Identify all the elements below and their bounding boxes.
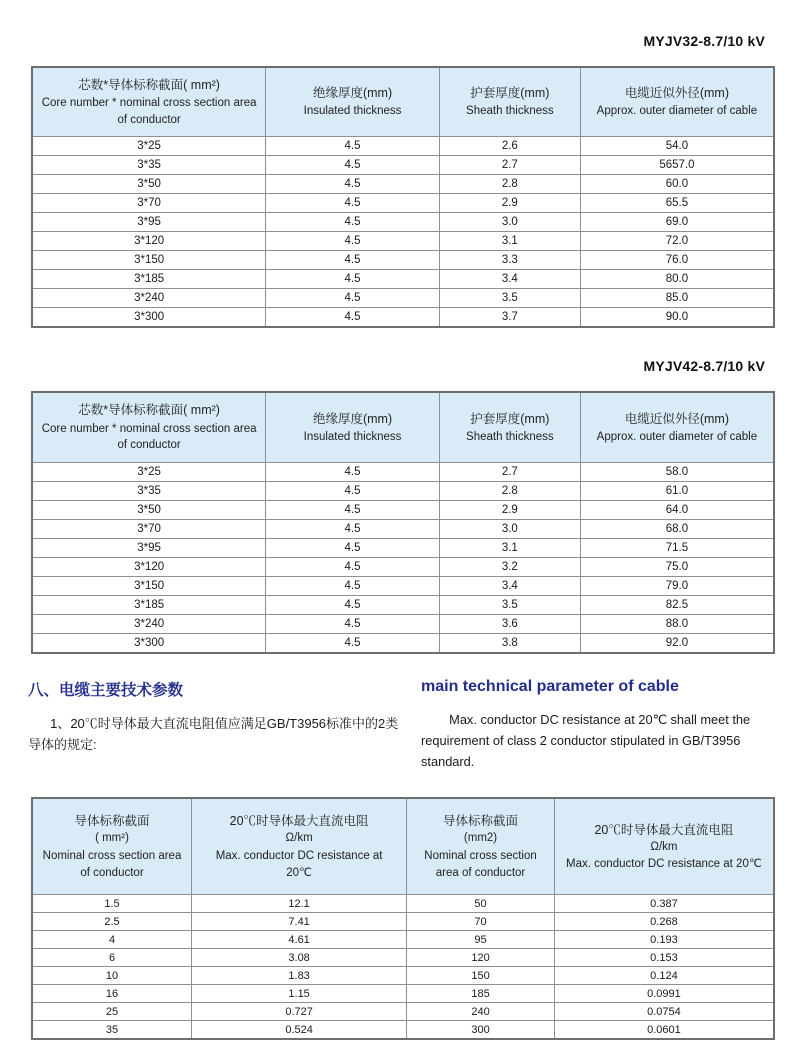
header-unit: ( mm²) bbox=[95, 832, 129, 845]
table-cell: 4.5 bbox=[266, 481, 440, 500]
table-cell: 0.193 bbox=[554, 931, 774, 949]
table-cell: 70 bbox=[407, 913, 555, 931]
header-cell-sheath-thickness bbox=[439, 392, 580, 462]
technical-parameter-section bbox=[28, 678, 770, 772]
table-row bbox=[32, 481, 774, 500]
table-cell: 185 bbox=[407, 985, 555, 1003]
table-row bbox=[32, 538, 774, 557]
table-row bbox=[32, 1003, 774, 1021]
table-cell: 3*300 bbox=[32, 633, 266, 653]
table-cell: 6 bbox=[32, 949, 192, 967]
spec-table-myjv42 bbox=[31, 391, 775, 653]
table-cell: 3*35 bbox=[32, 156, 266, 175]
table-cell: 1.5 bbox=[32, 895, 192, 913]
table-cell: 4 bbox=[32, 931, 192, 949]
table-body bbox=[32, 895, 774, 1040]
table-row bbox=[32, 633, 774, 653]
table-cell: 120 bbox=[407, 949, 555, 967]
section-heading-en: main technical parameter of cable bbox=[421, 677, 679, 695]
table-row bbox=[32, 949, 774, 967]
table-cell: 71.5 bbox=[580, 538, 774, 557]
table-cell: 3*185 bbox=[32, 595, 266, 614]
header-unit: Ω/km bbox=[285, 832, 313, 845]
table-cell: 10 bbox=[32, 967, 192, 985]
table-cell: 7.41 bbox=[192, 913, 407, 931]
table-cell: 58.0 bbox=[580, 462, 774, 481]
table-cell: 75.0 bbox=[580, 557, 774, 576]
table-cell: 3*50 bbox=[32, 500, 266, 519]
header-cell-outer-diameter bbox=[580, 392, 774, 462]
table-cell: 2.9 bbox=[439, 500, 580, 519]
table-cell: 0.0754 bbox=[554, 1003, 774, 1021]
table-header-row bbox=[32, 798, 774, 895]
table-cell: 3.0 bbox=[439, 519, 580, 538]
header-cell-dc-resistance-right bbox=[554, 798, 774, 895]
table-cell: 3.1 bbox=[439, 538, 580, 557]
table-cell: 61.0 bbox=[580, 481, 774, 500]
header-zh: 电缆近似外径(mm) bbox=[624, 86, 729, 101]
table-row bbox=[32, 251, 774, 270]
header-zh: 芯数*导体标称截面( mm²) bbox=[78, 403, 220, 418]
table-cell: 4.5 bbox=[266, 462, 440, 481]
table-row bbox=[32, 194, 774, 213]
table-cell: 0.0601 bbox=[554, 1021, 774, 1040]
header-en: Nominal cross section area of conductor bbox=[424, 850, 537, 879]
table-row bbox=[32, 137, 774, 156]
header-cell-insulated-thickness bbox=[266, 392, 440, 462]
table-header-row bbox=[32, 67, 774, 137]
section-column-chinese bbox=[28, 678, 400, 772]
header-en: Approx. outer diameter of cable bbox=[596, 105, 758, 118]
table-cell: 64.0 bbox=[580, 500, 774, 519]
table-cell: 4.5 bbox=[266, 194, 440, 213]
table-cell: 3.5 bbox=[439, 289, 580, 308]
header-zh: 绝缘厚度(mm) bbox=[312, 86, 393, 101]
header-en: Sheath thickness bbox=[466, 105, 554, 118]
table-cell: 60.0 bbox=[580, 175, 774, 194]
table-cell: 3*95 bbox=[32, 538, 266, 557]
header-cell-insulated-thickness bbox=[266, 67, 440, 137]
table-cell: 4.5 bbox=[266, 500, 440, 519]
table-cell: 3.08 bbox=[192, 949, 407, 967]
header-zh: 导体标称截面 bbox=[74, 814, 150, 829]
table-cell: 2.6 bbox=[439, 137, 580, 156]
header-cell-nominal-section-right bbox=[407, 798, 555, 895]
header-en: Nominal cross section area of conductor bbox=[42, 850, 182, 879]
table-cell: 4.5 bbox=[266, 557, 440, 576]
table-row bbox=[32, 519, 774, 538]
table-body bbox=[32, 137, 774, 328]
table-cell: 150 bbox=[407, 967, 555, 985]
table-cell: 90.0 bbox=[580, 308, 774, 328]
table-cell: 3.8 bbox=[439, 633, 580, 653]
table-cell: 2.8 bbox=[439, 481, 580, 500]
table-row bbox=[32, 270, 774, 289]
table-cell: 95 bbox=[407, 931, 555, 949]
table-cell: 3.4 bbox=[439, 576, 580, 595]
table-cell: 3.1 bbox=[439, 232, 580, 251]
header-zh: 20℃时导体最大直流电阻 bbox=[594, 822, 734, 837]
table-cell: 0.387 bbox=[554, 895, 774, 913]
table-cell: 3.0 bbox=[439, 213, 580, 232]
table-cell: 3*35 bbox=[32, 481, 266, 500]
header-cell-core-number bbox=[32, 67, 266, 137]
table-cell: 2.7 bbox=[439, 156, 580, 175]
table-cell: 4.5 bbox=[266, 595, 440, 614]
table-cell: 2.5 bbox=[32, 913, 192, 931]
table-row bbox=[32, 500, 774, 519]
table-cell: 3*95 bbox=[32, 213, 266, 232]
header-en: Max. conductor DC resistance at 20℃ bbox=[215, 850, 383, 879]
table-cell: 4.5 bbox=[266, 232, 440, 251]
table-cell: 4.5 bbox=[266, 156, 440, 175]
table-cell: 3*50 bbox=[32, 175, 266, 194]
table-cell: 3.2 bbox=[439, 557, 580, 576]
header-cell-sheath-thickness bbox=[439, 67, 580, 137]
table-cell: 16 bbox=[32, 985, 192, 1003]
table-cell: 4.61 bbox=[192, 931, 407, 949]
table-row bbox=[32, 1021, 774, 1040]
table-cell: 4.5 bbox=[266, 270, 440, 289]
table-cell: 1.83 bbox=[192, 967, 407, 985]
table-cell: 4.5 bbox=[266, 576, 440, 595]
table-cell: 240 bbox=[407, 1003, 555, 1021]
table-row bbox=[32, 595, 774, 614]
header-cell-dc-resistance-left bbox=[192, 798, 407, 895]
table-cell: 3*240 bbox=[32, 289, 266, 308]
table-cell: 4.5 bbox=[266, 175, 440, 194]
table-cell: 0.153 bbox=[554, 949, 774, 967]
table-cell: 3*300 bbox=[32, 308, 266, 328]
table-cell: 4.5 bbox=[266, 137, 440, 156]
table-row bbox=[32, 213, 774, 232]
dc-resistance-table bbox=[31, 797, 775, 1040]
section-paragraph-en: Max. conductor DC resistance at 20℃ shall meet the requirement of class 2 conductor stipulated in GB/T3956 standard. bbox=[421, 711, 751, 770]
table-cell: 4.5 bbox=[266, 519, 440, 538]
table-cell: 79.0 bbox=[580, 576, 774, 595]
table-row bbox=[32, 156, 774, 175]
table-row bbox=[32, 175, 774, 194]
table-row bbox=[32, 931, 774, 949]
table-cell: 0.727 bbox=[192, 1003, 407, 1021]
table-cell: 54.0 bbox=[580, 137, 774, 156]
header-zh: 导体标称截面 bbox=[443, 814, 519, 829]
table-cell: 3.3 bbox=[439, 251, 580, 270]
header-unit: (mm2) bbox=[463, 832, 498, 845]
table-cell: 92.0 bbox=[580, 633, 774, 653]
table-row bbox=[32, 232, 774, 251]
table-cell: 0.124 bbox=[554, 967, 774, 985]
table-cell: 3*25 bbox=[32, 462, 266, 481]
table1-model-title: MYJV32-8.7/10 kV bbox=[643, 33, 765, 49]
table-row bbox=[32, 985, 774, 1003]
table-row bbox=[32, 557, 774, 576]
table-cell: 4.5 bbox=[266, 633, 440, 653]
table-row bbox=[32, 913, 774, 931]
table-row bbox=[32, 895, 774, 913]
table-header-row bbox=[32, 392, 774, 462]
table-cell: 80.0 bbox=[580, 270, 774, 289]
header-cell-outer-diameter bbox=[580, 67, 774, 137]
table-cell: 3.4 bbox=[439, 270, 580, 289]
table-cell: 300 bbox=[407, 1021, 555, 1040]
header-zh: 护套厚度(mm) bbox=[470, 86, 550, 101]
table-cell: 76.0 bbox=[580, 251, 774, 270]
header-en: Core number * nominal cross section area of conductor bbox=[41, 422, 257, 452]
table-cell: 4.5 bbox=[266, 289, 440, 308]
spec-table-myjv32 bbox=[31, 66, 775, 328]
header-zh: 芯数*导体标称截面( mm²) bbox=[78, 78, 220, 92]
table-row bbox=[32, 289, 774, 308]
table-cell: 3*150 bbox=[32, 251, 266, 270]
table-cell: 12.1 bbox=[192, 895, 407, 913]
table-cell: 68.0 bbox=[580, 519, 774, 538]
section-paragraph-zh: 1、20℃时导体最大直流电阻值应满足GB/T3956标准中的2类导体的规定: bbox=[28, 715, 399, 753]
table-cell: 65.5 bbox=[580, 194, 774, 213]
header-en: Core number * nominal cross section area of conductor bbox=[41, 97, 257, 126]
table-cell: 0.0991 bbox=[554, 985, 774, 1003]
table-cell: 25 bbox=[32, 1003, 192, 1021]
table-cell: 3*70 bbox=[32, 519, 266, 538]
table-cell: 3*120 bbox=[32, 232, 266, 251]
table-cell: 5657.0 bbox=[580, 156, 774, 175]
table-row bbox=[32, 967, 774, 985]
table-row bbox=[32, 576, 774, 595]
table-cell: 3*120 bbox=[32, 557, 266, 576]
table-cell: 4.5 bbox=[266, 308, 440, 328]
table-cell: 50 bbox=[407, 895, 555, 913]
table-cell: 0.524 bbox=[192, 1021, 407, 1040]
table-cell: 4.5 bbox=[266, 213, 440, 232]
table2-model-title: MYJV42-8.7/10 kV bbox=[643, 358, 765, 375]
table-cell: 4.5 bbox=[266, 251, 440, 270]
header-en: Approx. outer diameter of cable bbox=[596, 430, 758, 443]
header-en: Sheath thickness bbox=[466, 430, 554, 443]
header-zh: 绝缘厚度(mm) bbox=[312, 411, 393, 426]
table-cell: 3*185 bbox=[32, 270, 266, 289]
header-zh: 电缆近似外径(mm) bbox=[624, 411, 729, 426]
table-cell: 3*150 bbox=[32, 576, 266, 595]
table-cell: 2.9 bbox=[439, 194, 580, 213]
table-cell: 85.0 bbox=[580, 289, 774, 308]
section-heading-zh: 八、电缆主要技术参数 bbox=[28, 681, 184, 699]
table-cell: 3*25 bbox=[32, 137, 266, 156]
table-cell: 3*240 bbox=[32, 614, 266, 633]
table-cell: 88.0 bbox=[580, 614, 774, 633]
table-row bbox=[32, 462, 774, 481]
table-cell: 3.7 bbox=[439, 308, 580, 328]
table-row bbox=[32, 614, 774, 633]
header-en: Insulated thickness bbox=[303, 105, 402, 118]
header-unit: Ω/km bbox=[650, 840, 678, 853]
table-cell: 1.15 bbox=[192, 985, 407, 1003]
table-cell: 0.268 bbox=[554, 913, 774, 931]
table-cell: 2.8 bbox=[439, 175, 580, 194]
header-en: Insulated thickness bbox=[303, 430, 402, 443]
table-cell: 3.5 bbox=[439, 595, 580, 614]
table-cell: 4.5 bbox=[266, 614, 440, 633]
table-row bbox=[32, 308, 774, 328]
table-cell: 3*70 bbox=[32, 194, 266, 213]
header-zh: 护套厚度(mm) bbox=[470, 411, 550, 426]
header-cell-core-number bbox=[32, 392, 266, 462]
header-cell-nominal-section-left bbox=[32, 798, 192, 895]
table-cell: 82.5 bbox=[580, 595, 774, 614]
table-cell: 3.6 bbox=[439, 614, 580, 633]
table-cell: 69.0 bbox=[580, 213, 774, 232]
table-cell: 4.5 bbox=[266, 538, 440, 557]
header-en: Max. conductor DC resistance at 20℃ bbox=[566, 858, 762, 871]
section-column-english bbox=[421, 678, 770, 772]
table-body bbox=[32, 462, 774, 653]
header-zh: 20℃时导体最大直流电阻 bbox=[229, 814, 369, 829]
table-cell: 2.7 bbox=[439, 462, 580, 481]
table-cell: 72.0 bbox=[580, 232, 774, 251]
table-cell: 35 bbox=[32, 1021, 192, 1040]
